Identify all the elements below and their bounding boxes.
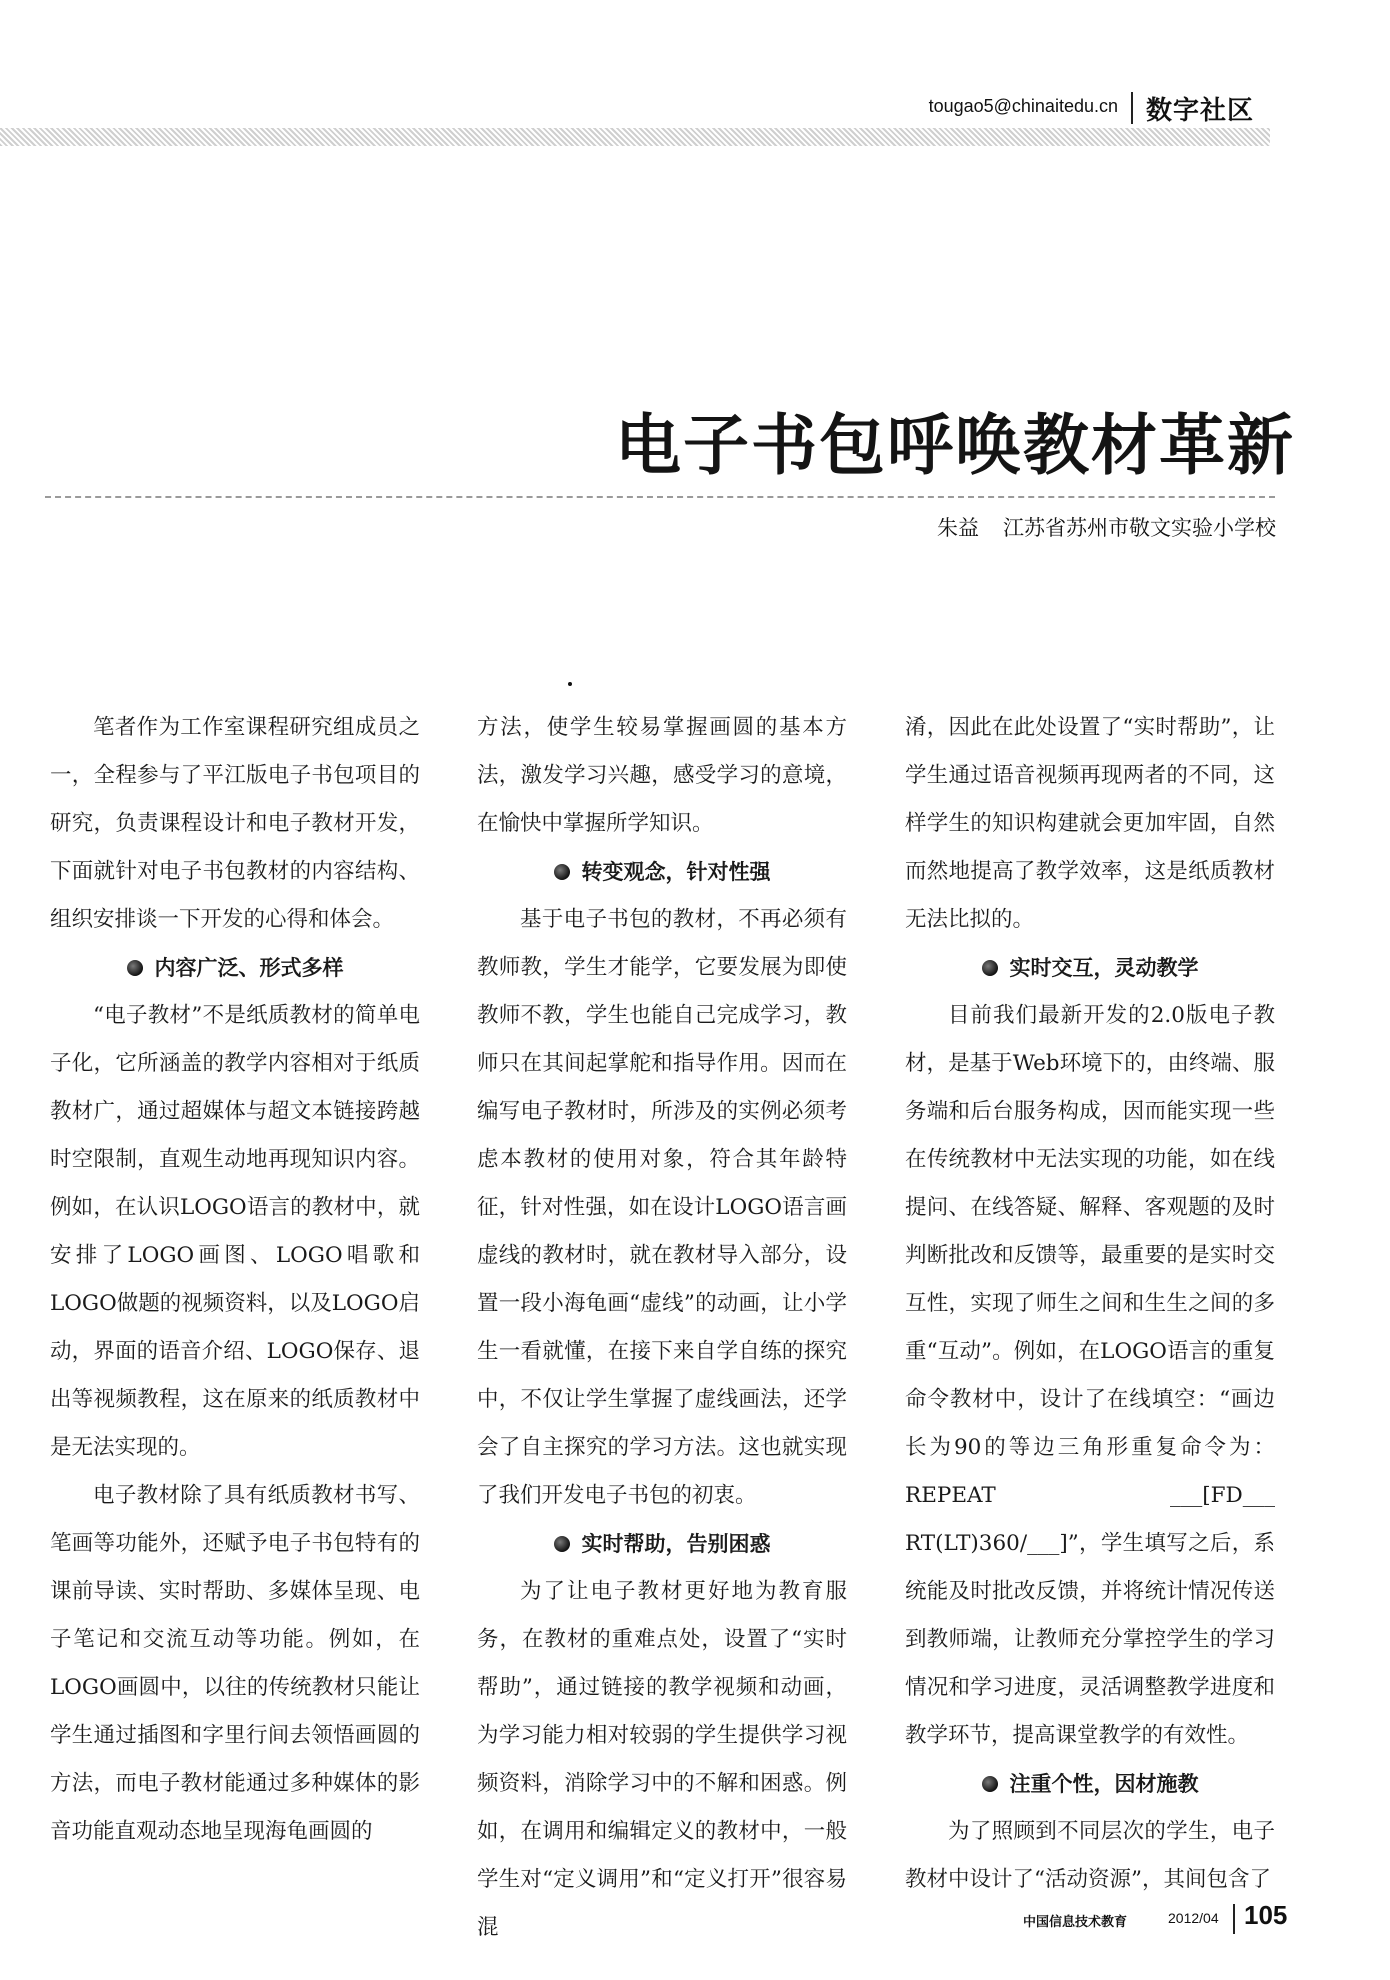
paragraph: 基于电子书包的教材，不再必须有教师教，学生才能学，它要发展为即使教师不教，学生也能自己完成学习，教师只在其间起掌舵和指导作用。因而在编写电子教材时，所涉及的实例必须考虑本教材的使用对象，符合其年龄特征，针对性强，如在设计LOGO语言画虚线的教材时，就在教材导入部分，设置一段小海龟画“虚线”的动画，让小学生一看就懂，在接下来自学自练的探究中，不仅让学生掌握了虚线画法，还学会了自主探究的学习方法。这也就实现了我们开发电子书包的初衷。 xyxy=(477,907,847,1508)
bullet-icon xyxy=(554,1536,570,1552)
footer-journal: 中国信息技术教育 xyxy=(1023,1915,1128,1930)
paragraph: 目前我们最新开发的2.0版电子教材，是基于Web环境下的，由终端、服务端和后台服务构成，因而能实现一些在传统教材中无法实现的功能，如在线提问、在线答疑、解释、客观题的及时判断批改和反馈等，最重要的是实时交互性，实现了师生之间和生生之间的多重“互动”。例如，在LOGO语言的重复命令教材中，设计了在线填空：“画边长为90的等边三角形重复命令为：REPEAT ___[FD___ RT(LT)360/___]”，学生填写之后，系统能及时批改反馈，并将统计情况传送到教师端，让教师充分掌控学生的学习情况和学习进度，灵活调整教学进度和教学环节，提高课堂教学的有效性。 xyxy=(905,1003,1275,1748)
footer-divider xyxy=(1233,1904,1235,1934)
paragraph: 方法，使学生较易掌握画圆的基本方法，激发学习兴趣，感受学习的意境，在愉快中掌握所学知识。 xyxy=(477,715,847,836)
bullet-icon xyxy=(982,1776,998,1792)
footer-issue: 2012/04 xyxy=(1168,1910,1219,1926)
section-heading: 转变观念，针对性强 xyxy=(477,848,847,896)
header-section-title: 数字社区 xyxy=(1146,96,1255,126)
bullet-icon xyxy=(554,864,570,880)
section-heading: 注重个性，因材施教 xyxy=(905,1760,1275,1808)
paragraph: 淆，因此在此处设置了“实时帮助”，让学生通过语音视频再现两者的不同，这样学生的知识构建就会更加牢固，自然而然地提高了教学效率，这是纸质教材无法比拟的。 xyxy=(905,715,1275,932)
paragraph: 为了让电子教材更好地为教育服务，在教材的重难点处，设置了“实时帮助”，通过链接的教学视频和动画，为学习能力相对较弱的学生提供学习视频资料，消除学习中的不解和困惑。例如，在调用和编辑定义的教材中，一般学生对“定义调用”和“定义打开”很容易混 xyxy=(477,1579,847,1940)
paragraph: 电子教材除了具有纸质教材书写、笔画等功能外，还赋予电子书包特有的课前导读、实时帮助、多媒体呈现、电子笔记和交流互动等功能。例如，在LOGO画圆中，以往的传统教材只能让学生通过插图和字里行间去领悟画圆的方法，而电子教材能通过多种媒体的影音功能直观动态地呈现海龟画圆的 xyxy=(50,1483,420,1844)
column-1 xyxy=(50,704,420,1856)
header-pattern-band xyxy=(0,128,1270,146)
bullet-icon xyxy=(127,960,143,976)
section-heading: 实时帮助，告别困惑 xyxy=(477,1520,847,1568)
column-2 xyxy=(477,704,847,1952)
author-line xyxy=(937,512,1276,542)
section-heading: 内容广泛、形式多样 xyxy=(50,944,420,992)
paragraph: “电子教材”不是纸质教材的简单电子化，它所涵盖的教学内容相对于纸质教材广，通过超媒体与超文本链接跨越时空限制，直观生动地再现知识内容。例如，在认识LOGO语言的教材中，就安排了LOGO画图、LOGO唱歌和LOGO做题的视频资料，以及LOGO启动，界面的语音介绍、LOGO保存、退出等视频教程，这在原来的纸质教材中是无法实现的。 xyxy=(50,1003,420,1460)
page-number: 105 xyxy=(1244,1900,1288,1930)
paragraph: 笔者作为工作室课程研究组成员之一，全程参与了平江版电子书包项目的研究，负责课程设计和电子教材开发，下面就针对电子书包教材的内容结构、组织安排谈一下开发的心得和体会。 xyxy=(50,715,420,932)
author-affiliation: 江苏省苏州市敬文实验小学校 xyxy=(1003,516,1276,540)
stray-dot xyxy=(568,682,572,686)
section-heading: 实时交互，灵动教学 xyxy=(905,944,1275,992)
header-divider xyxy=(1131,92,1133,124)
column-3 xyxy=(905,704,1275,1904)
article-title: 电子书包呼唤教材革新 xyxy=(615,407,1295,484)
title-rule xyxy=(45,496,1275,498)
bullet-icon xyxy=(982,960,998,976)
author-name: 朱益 xyxy=(937,516,979,540)
paragraph: 为了照顾到不同层次的学生，电子教材中设计了“活动资源”，其间包含了 xyxy=(905,1819,1275,1892)
header-email: tougao5@chinaitedu.cn xyxy=(928,96,1118,116)
